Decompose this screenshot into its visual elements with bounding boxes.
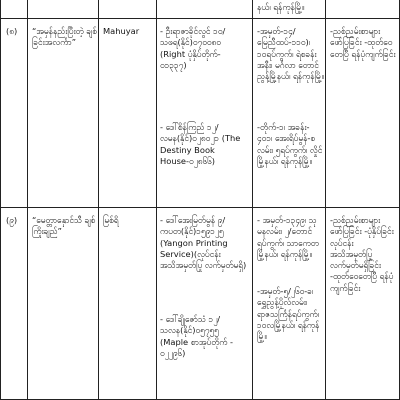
publisher-entry: - ဦးရာဇာခိုင်လွင် ၁၀/သဖရ(နိုင်)၀၇၀၀၈၀ (Right ပုံနှိပ်တိုက်- ၀၁၃၃၇) [160,26,226,70]
column-divider [156,0,157,400]
address-entry: -တိုက်-၁၊ အခန်း- ၄၀၁၊ အေးရိပ်မွန်-စလမ်း၊ ၅ရပ်ကွက်၊ လှိုင် မြို့နယ်၊ ရန်ကုန်မြို့။ [257,122,323,166]
row-number: (၈) [6,26,18,36]
book-title: “မေတ္တာနှောင်သီ ချစ်ကြိုးချည်” [32,215,96,237]
reasons: -ညစ်ညမ်းစာများ ဖော်ပြခြင်း -ထုတ်ဝေတေပြီ ရန်ပုံကျက်ခြင်း [330,26,396,59]
row-divider [0,18,400,19]
book-title: “အမှန်နည်းပြီးတဲ့ ချစ်ခြင်းအလင်္ကာ” [32,26,97,48]
author-name: Mahuyar [103,26,140,36]
column-divider [98,0,99,400]
column-divider [27,0,28,400]
reasons: -ညစ်ညမ်းစာများ ဖော်ပြခြင်း -ပုံနှိပ်ခြင်းလုပ်ငန်း အသိအမှတ်ပြု လက်မှတ်မရှိခြင်း -ထုတ်ဝေတေပြီ ရန်ပုံကျက်ခြင်း [330,215,394,293]
row-number: (၉) [6,215,18,225]
address-continuation: နယ်၊ ရန်ကုန်မြို့။ [257,2,305,12]
publisher-entry: - ဒေါ်အေးမြတ်မွန် ၉/ကပတ(နိုင်)၁၅၉၁၂၅ (Yangon Printing Service)(လုပ်ငန်း အသိအမှတ်ပြု လက်မှတ်မရှိ) [160,215,247,271]
address-entry: -အမှတ်-၁၄/ မြေညီထပ်-၁၁ဝ)၊ ၁၀ရပ်ကွက်၊ ရဲစခန်း အနီး၊ မင်္ဂလာ တောင်ညွန့်မြို့နယ်၊ ရန်ကုန်မြို့။ [257,26,325,82]
row-divider [0,207,400,208]
table-border-left [0,0,1,400]
column-divider [325,0,326,400]
address-entry: - အမှတ်-၁၃၄၉၊ သုမနလမ်း၊ ၂/တောင် ရပ်ကွက်၊ သာကေတ မြို့နယ်၊ ရန်ကုန်မြို့။ [257,215,319,259]
author-name: မြစ်ရိ [103,215,119,225]
address-entry: -အမှတ်-၅/၂၆၀-ခ၊ ရွှေညွန့်ပိုလ်လမ်း၊ ရာဇသင်္ကြန်ရပ်ကွက်၊ ၁၀လမြို့နယ်၊ ရန်ကုန်မြို့။ [257,286,320,342]
publisher-entry: - ဒေါ်ချိုဇော်သံ ၁၂/သလန(နိုင်)၀၅၇၅၅ (Maple စာအုပ်တိုက် - ၀၂၂၉၆) [160,314,234,358]
column-divider [252,0,253,400]
publisher-entry: - ဒေါ်စိန်ကြည် ၁၂/လမန(နိုင်)၀၂၈၀၂၁ (The Destiny Book House-၀၂၈၆၆) [160,122,241,166]
